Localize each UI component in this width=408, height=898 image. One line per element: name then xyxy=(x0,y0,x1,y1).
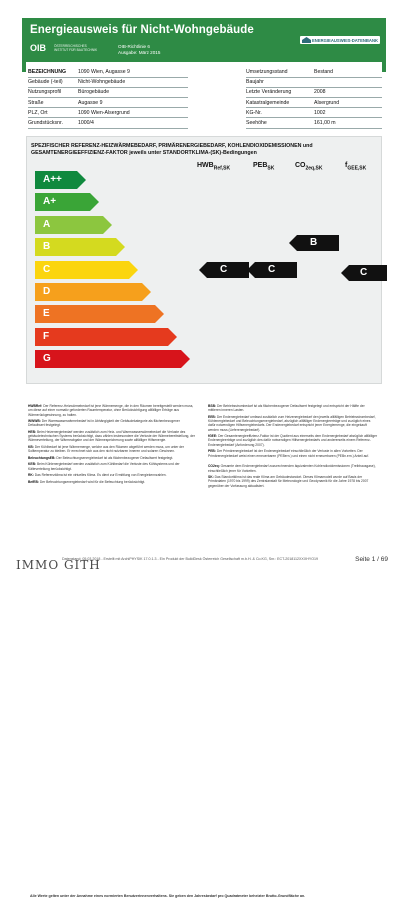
definition-key: BSB: xyxy=(208,404,217,408)
row-divider xyxy=(246,87,382,88)
definition-note xyxy=(28,456,196,460)
definition-key: CO2eq: xyxy=(208,464,220,469)
bar-shape xyxy=(35,283,152,301)
bar-shape xyxy=(35,328,178,346)
energy-class-label: A++ xyxy=(43,174,62,185)
info-label: Katastralgemeinde xyxy=(246,99,290,106)
energy-class-label: D xyxy=(43,286,51,297)
definition-note xyxy=(28,473,196,477)
definition-note xyxy=(28,430,196,443)
info-value: 161,00 m xyxy=(314,120,336,126)
energy-class-bar xyxy=(35,283,152,301)
energy-class-label: B xyxy=(43,241,51,253)
indicator-class-label: C xyxy=(268,263,276,275)
energy-class-bar xyxy=(35,305,165,323)
info-label: Straße xyxy=(28,99,44,106)
definition-text: Der Kühlbedarf ist jene Wärmemenge, welche aus den Räumen abgeführt werden muss, um unter der Solltemperatur zu bleiben. Er errechnet sich aus den nicht nutzbaren inneren und solaren Gewinnen. xyxy=(28,445,184,454)
row-divider xyxy=(246,117,382,118)
column-name: f xyxy=(345,162,348,169)
row-divider xyxy=(246,107,382,108)
definition-key: HWBRef: xyxy=(28,404,43,408)
definition-note xyxy=(28,419,196,428)
definition-key: KEB: xyxy=(28,462,37,467)
class-indicator xyxy=(247,262,297,278)
page-number: Seite 1 / 69 xyxy=(355,556,388,563)
column-header xyxy=(295,162,322,171)
definition-note xyxy=(28,445,196,454)
definition-note xyxy=(28,404,196,417)
oib-logo: OIB xyxy=(30,43,47,53)
brand-watermark: IMMO GITH xyxy=(16,558,101,572)
definition-key: PEB: xyxy=(208,449,216,454)
definition-key: BeleuchtungsEB: xyxy=(28,455,56,460)
house-icon xyxy=(302,37,311,43)
software-credit: Datenstand: 05.03.2018 - Erstellt mit ArchiPHYSIK 17.0.1.3 - Ein Produkt der BuildDesk Österreich Gesellschaft m.b.H. & Co.KG, Snr.: ECT-2018112XXXHYO19 xyxy=(62,557,319,561)
definition-note xyxy=(208,415,378,432)
row-divider xyxy=(28,77,188,78)
column-subscript: 2eq,SK xyxy=(305,165,323,172)
definition-key: EEB: xyxy=(208,414,216,419)
definition-text: Der Warmwasserwärmebedarf ist in Abhängigkeit der Gebäudekategorie als flächenbezogener Defaultwert festgelegt. xyxy=(28,419,180,428)
definition-text: Das Referenzklima ist ein virtuelles Klima. Es dient zur Ermittlung von Energiekennzahlen. xyxy=(34,473,167,478)
chart-title: SPEZIFISCHER REFERENZ-HEIZWÄRMEBEDARF, PRIMÄRENERGIEBEDARF, KOHLENDIOXIDEMISSIONEN und GESAMTENERGIEEFFIZIENZ-FAKTOR jeweils unter STANDORTKLIMA-(SK)-Bedingungen xyxy=(31,143,313,156)
indicator-class-label: C xyxy=(220,263,228,275)
info-label: Nutzungsprofil xyxy=(28,89,62,96)
definition-key: KB: xyxy=(28,445,34,449)
info-label: Seehöhe xyxy=(246,120,267,126)
energy-class-bar xyxy=(35,328,178,346)
indicator-class-label: B xyxy=(310,237,318,249)
bar-shape xyxy=(35,305,165,323)
column-subscript: GEE,SK xyxy=(347,165,367,172)
info-label: Baujahr xyxy=(246,79,264,86)
info-value: 1090 Wien-Alsergrund xyxy=(78,109,130,116)
info-label: Letzte Veränderung xyxy=(246,89,292,96)
info-label: KG-Nr. xyxy=(246,109,262,116)
info-value: 2008 xyxy=(314,89,326,96)
definition-key: HEB: xyxy=(28,429,37,434)
definition-note xyxy=(28,462,196,471)
column-subscript: SK xyxy=(267,165,275,172)
row-divider xyxy=(246,77,382,78)
info-value: 1000/4 xyxy=(78,120,94,126)
energy-class-label: G xyxy=(43,353,51,365)
definition-key: RK: xyxy=(28,473,34,478)
energy-logo-text: ENERGIEAUSWEIS-DATENBANK xyxy=(312,37,378,43)
info-value: 1090 Wien, Augasse 9 xyxy=(78,69,130,75)
class-indicator xyxy=(341,265,387,281)
definition-text: Gesamte dem Endenergiebedarf zuzurechnenden äquivalenten Kohlendioxidemissionen (Treibhausgase), einschließlich jener für Vorketten. xyxy=(208,464,376,473)
energy-class-bar xyxy=(35,193,100,211)
oib-subtitle: ÖSTERREICHISCHES INSTITUT FÜR BAUTECHNIK xyxy=(54,44,98,52)
info-label: PLZ, Ort xyxy=(28,109,48,116)
energy-class-bar xyxy=(35,350,191,368)
document-title: Energieausweis für Nicht-Wohngebäude xyxy=(30,24,254,36)
row-divider xyxy=(28,97,188,98)
definition-note xyxy=(208,449,378,458)
building-info-block xyxy=(26,62,382,144)
definition-text: Beim Kühlenergiebedarf werden zusätzlich zum Kühlbedarf die Verluste des Kühlsystems und der Kälteverteilung berücksichtigt. xyxy=(28,462,180,471)
energy-database-logo xyxy=(300,36,380,44)
definition-note xyxy=(208,475,378,488)
info-label: BEZEICHNUNG xyxy=(28,69,67,75)
info-value: Bestand xyxy=(314,69,334,75)
definition-key: BefEB: xyxy=(28,479,39,484)
definition-text: Beim Heizenergiebedarf werden zusätzlich zum Heiz- und Warmwasserwärmebedarf die Verluste des gebäudetechnischen Systems berücksichtigt, dazu zählen insbesondere die Verluste der Wärmebereitstellung, der Wärmeverteilung, der Wärmeabgabe und der Wärmespeicherung sowie allfälliger Hilfsenergie. xyxy=(28,429,195,443)
energy-class-chart xyxy=(26,136,382,384)
definition-text: Der Betriebsstrombedarf ist als flächenbezogener Defaultwert festgelegt und entspricht der Hälfte der mittleren inneren Lasten. xyxy=(208,404,365,413)
info-label: Gebäude (-teil) xyxy=(28,79,63,86)
column-subscript: Ref,SK xyxy=(213,165,231,172)
definition-text: Der Endenergiebedarf umfasst zusätzlich zum Heizenergiebedarf den jeweils allfälligen Betriebsstrombedarf, Kühlenergiebedarf und Beleuchtungsenergiebedarf, abzüglich allfälliger Endenergieerträge und zuzüglich eines dafür notwendigen Hilfsenergiebedarfs. Der Endenergiebedarf entspricht jener Energiemenge, die eingekauft werden muss (Lieferenergiebedarf). xyxy=(208,414,376,432)
definition-text: Das Standortklima ist das reale Klima am Gebäudestandort. Dieses Klimamodell wurde auf Basis der Primärdaten (1970 bis 1999) des Zentralanstalt für Meteorologie und Geodynamik für die Jahre 1978 bis 2007 gegenüber der Vorfassung aktualisiert. xyxy=(208,475,369,488)
energy-class-bar xyxy=(35,171,87,189)
energy-class-label: C xyxy=(43,263,51,275)
row-divider xyxy=(246,97,382,98)
info-value: Nicht-Wohngebäude xyxy=(78,79,126,86)
info-label: Umsetzungsstand xyxy=(246,69,288,75)
class-indicator xyxy=(199,262,249,278)
column-header xyxy=(253,162,274,171)
definition-text: Der Primärenergiebedarf ist der Endenergiebedarf einschließlich der Verluste in allen Vorketten. Der Primärenergiebedarf weist einen erneuerbaren (PEBern.) und einen nicht erneuerbaren (PEBn.ern.) Anteil auf. xyxy=(208,449,370,458)
info-value: 1002 xyxy=(314,109,326,116)
energy-class-label: F xyxy=(43,330,50,342)
indicator-class-label: C xyxy=(360,266,368,278)
column-name: HWB xyxy=(197,162,214,169)
column-name: PEB xyxy=(253,162,268,169)
energy-class-label: E xyxy=(43,308,50,320)
definition-key: fGEE: xyxy=(208,434,218,439)
row-divider xyxy=(246,128,382,129)
row-divider xyxy=(28,117,188,118)
ausgabe-label: Ausgabe: März 2015 xyxy=(118,50,161,55)
definition-note xyxy=(208,434,378,447)
definition-text: Der Referenz-Heizwärmebedarf ist jene Wärmemenge, die in den Räumen bereitgestellt werden muss, um diese auf einer normativ geforderten Raumtemperatur, ohne Berücksichtigung allfälliger Erträge aus Wärmerückgewinnung, zu halten. xyxy=(28,404,194,417)
page-footer xyxy=(0,548,408,576)
column-name: CO xyxy=(295,162,306,169)
column-header xyxy=(345,162,366,171)
bar-shape xyxy=(35,261,139,279)
definition-note xyxy=(28,480,196,484)
definition-note xyxy=(208,464,378,473)
definition-text: Der Befeuchtungsenergiebedarf wird für die Befeuchtung berücksichtigt. xyxy=(39,479,146,484)
definition-key: SK: xyxy=(208,475,214,480)
definition-text: Der Beleuchtungsenergiebedarf ist als flächenbezogener Defaultwert festgelegt. xyxy=(56,455,174,460)
bar-shape xyxy=(35,350,191,368)
row-divider xyxy=(28,107,188,108)
info-value: Bürogebäude xyxy=(78,89,110,96)
energy-class-bar xyxy=(35,216,113,234)
energy-class-label: A xyxy=(43,218,51,230)
energy-class-bar xyxy=(35,261,139,279)
info-value: Augasse 9 xyxy=(78,99,103,106)
richtlinie-label: OIB-Richtlinie 6 xyxy=(118,44,150,49)
definition-note xyxy=(208,404,378,413)
energy-class-label: A+ xyxy=(43,196,57,208)
footnote: Alle Werte gelten unter der Annahme eines normierten Benutzerinnenverhaltens. Sie geben den Jahresbedarf pro Quadratmeter beheizter Brutto-Grundfläche an. xyxy=(30,894,306,898)
energy-class-bar xyxy=(35,238,126,256)
info-value: Alsergrund xyxy=(314,99,340,106)
info-label: Grundstücksnr. xyxy=(28,120,63,126)
class-indicator xyxy=(289,235,339,251)
row-divider xyxy=(28,87,188,88)
definition-key: WWWB: xyxy=(28,419,41,424)
definition-text: Der Gesamtenergieeffizienz-Faktor ist der Quotient aus einerseits dem Endenergiebedarf abzüglich allfälliger Endenergieerträge und zuzüglich des dafür notwendigen Hilfsenergiebedarfs und andererseits einem Referenz-Endenergiebedarf (Anforderung 2007). xyxy=(208,434,378,447)
column-header xyxy=(197,162,230,171)
row-divider xyxy=(28,128,188,129)
